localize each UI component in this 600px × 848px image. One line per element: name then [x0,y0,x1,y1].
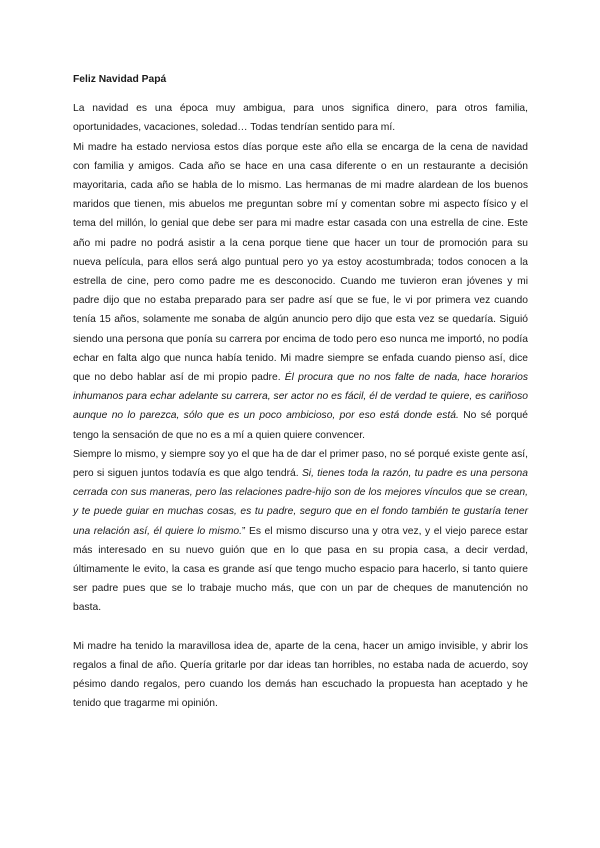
paragraph-4: Mi madre ha tenido la maravillosa idea de, aparte de la cena, hacer un amigo invisible, y abrir los regalos a final de año. Quería gritarle por dar ideas tan horribles, no estaba nada de acuerdo, soy pésimo dando regalos, pero cuando los demás han escuchado la propuesta han aceptado y he tenido que tragarme mi opinión. [73,640,528,710]
paragraph-gap [73,618,528,637]
paragraph-2-text: Mi madre ha estado nerviosa estos días porque este año ella se encarga de la cena de navidad con familia y amigos. Cada año se hace en una casa diferente o en un restaurante a decisión mayoritaria, cada año se habla de lo mismo. Las hermanas de mi madre alardean de los buenos maridos que tienen, mis abuelos me preguntan sobre mí y comentan sobre mi aspecto físico y el tema del millón, lo genial que debe ser para mi madre estar casada con una estrella de cine. Este año mi padre no podrá asistir a la cena porque tiene que hacer un tour de promoción para su nueva película, para ellos será algo puntual pero yo ya estoy acostumbrada; todos conocen a la estrella de cine, pero como padre me es desconocido. Cuando me tuvieron eran jóvenes y mi padre dijo que no estaba preparado para ser padre así que se fue, le vi por primera vez cuando tenía 15 años, solamente me sonaba de algún anuncio pero dijo que esta vez se quedaría. Siguió siendo una persona que ponía su carrera por encima de todo pero eso nunca me importó, no podía echar en falta algo que nunca había tenido. Mi madre siempre se enfada cuando pienso así, dice que no debo hablar así de mi propio padre. [73,141,528,384]
paragraph-2-italic: Él procura que no nos falte de nada, hace horarios inhumanos para echar adelante su carrera, ser actor no es fácil, él de verdad te quiere, es cariñoso aunque no lo parezca, sólo que es un poco ambicioso, por eso está donde está. [73,372,528,422]
paragraph-3-end: ” Es el mismo discurso una y otra vez, y el viejo parece estar más interesado en su nuevo guión que en lo que pasa en su propia casa, a decir verdad, últimamente le evito, la casa es grande así que tengo mucho espacio para hacerlo, si tanto quiere ser padre pues que se lo trabaje mucho más, que con un par de cheques de manutención no basta. [73,525,528,614]
paragraph-1: La navidad es una época muy ambigua, para unos significa dinero, para otros familia, oportunidades, vacaciones, soledad… Todas tendrían sentido para mí. [73,103,528,134]
paragraph-3 [73,445,528,618]
document-title: Feliz Navidad Papá [73,74,167,85]
paragraph-3-italic: Si, tienes toda la razón, tu padre es una persona cerrada con sus maneras, pero las relaciones padre-hijo son de los mejores vínculos que se crean, y te puede guiar en muchas cosas, es tu padre, seguro que en el fondo también te gustaría tener una relación así, él quiere lo mismo. [73,468,529,537]
paragraph-2-end: No sé porqué tengo la sensación de que no es a mí a quien quiere convencer. [73,410,529,441]
document-body [73,60,528,714]
paragraph-2 [73,138,528,445]
paragraph-3-text: Siempre lo mismo, y siempre soy yo el que ha de dar el primer paso, no sé porqué existe gente así, pero si siguen juntos todavía es que algo tendrá. [73,448,528,480]
